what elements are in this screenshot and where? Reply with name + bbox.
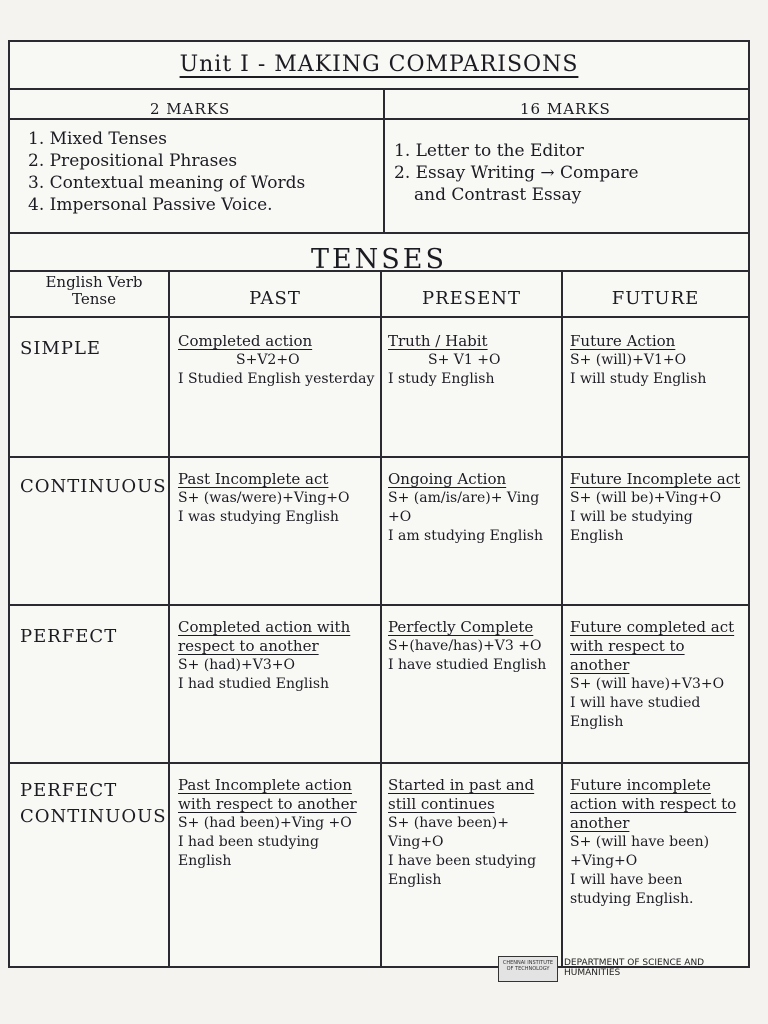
two-marks-item: 4. Impersonal Passive Voice. [28, 195, 273, 215]
column-heading-present: PRESENT [421, 288, 522, 309]
cell-example: I had been studying English [178, 834, 319, 869]
cell-example: I will be studying English [570, 509, 693, 544]
cell-simple-future [570, 332, 745, 389]
rule-under-title [10, 88, 748, 90]
row-label-continuous: CONTINUOUS [20, 476, 167, 497]
row-label-perfect-continuous: PERFECT CONTINUOUS [20, 780, 167, 827]
cell-formula: S+ (was/were)+Ving+O [178, 490, 350, 506]
cell-example: I will have been studying English. [570, 872, 694, 907]
cell-heading: Completed action with respect to another [178, 618, 351, 655]
sixteen-marks-list [394, 140, 639, 206]
two-marks-item: 1. Mixed Tenses [28, 129, 167, 149]
two-marks-list [28, 128, 305, 216]
sixteen-marks-heading: 16 MARKS [520, 100, 611, 118]
column-heading-future: FUTURE [611, 288, 700, 309]
cell-perfect-present [388, 618, 558, 675]
page-title: Unit I - MAKING COMPARISONS [179, 52, 579, 77]
cell-formula: S+ (have been)+ Ving+O [388, 815, 509, 850]
row-label-perfect: PERFECT [20, 626, 118, 647]
corner-label: English Verb Tense [45, 273, 143, 308]
cell-heading: Ongoing Action [388, 470, 507, 488]
cell-heading: Truth / Habit [388, 332, 488, 350]
cell-formula: S+ (had been)+Ving +O [178, 815, 352, 831]
cell-continuous-future [570, 470, 745, 546]
cell-example: I have studied English [388, 657, 547, 673]
cell-example: I have been studying English [388, 853, 537, 888]
rule-row-continuous [10, 604, 748, 606]
cell-simple-present [388, 332, 558, 389]
cell-formula: S+ (will be)+Ving+O [570, 490, 722, 506]
cell-formula: S+ (am/is/are)+ Ving +O [388, 490, 540, 525]
cell-example: I Studied English yesterday [178, 371, 375, 387]
two-marks-item: 3. Contextual meaning of Words [28, 173, 306, 193]
cell-heading: Started in past and still continues [388, 776, 535, 813]
department-name: DEPARTMENT OF SCIENCE AND HUMANITIES [564, 958, 705, 978]
cell-heading: Future incomplete action with respect to another [570, 776, 737, 832]
rule-under-column-headings [10, 316, 748, 318]
cell-formula: S+ (had)+V3+O [178, 657, 295, 673]
rule-under-marks-heading [10, 118, 748, 120]
rule-col-label [168, 270, 170, 966]
rule-col-present [561, 270, 563, 966]
cell-formula: S+V2+O [236, 352, 300, 368]
cell-heading: Future Incomplete act [570, 470, 741, 488]
rule-marks-divider [383, 88, 385, 234]
two-marks-item: 2. Prepositional Phrases [28, 151, 238, 171]
rule-row-perfect [10, 762, 748, 764]
cell-perfect-continuous-past [178, 776, 376, 871]
cell-example: I was studying English [178, 509, 339, 525]
cell-simple-past [178, 332, 376, 389]
cell-example: I study English [388, 371, 495, 387]
rule-under-marks-list [10, 232, 748, 234]
two-marks-heading: 2 MARKS [150, 100, 231, 118]
cell-perfect-continuous-present [388, 776, 558, 890]
cell-formula: S+ (will have)+V3+O [570, 676, 725, 692]
cell-heading: Future Action [570, 332, 676, 350]
sixteen-marks-item: 1. Letter to the Editor [394, 141, 584, 161]
cell-heading: Future completed act with respect to another [570, 618, 735, 674]
cell-heading: Completed action [178, 332, 313, 350]
row-label-simple: SIMPLE [20, 338, 102, 359]
rule-col-past [380, 270, 382, 966]
cell-heading: Perfectly Complete [388, 618, 534, 636]
institute-logo [498, 956, 558, 982]
column-heading-past: PAST [249, 288, 301, 309]
institute-logo-text: CHENNAI INSTITUTE OF TECHNOLOGY [502, 960, 554, 972]
sixteen-marks-item: and Contrast Essay [414, 185, 582, 205]
cell-example: I will have studied English [570, 695, 701, 730]
cell-example: I will study English [570, 371, 707, 387]
sixteen-marks-item: 2. Essay Writing → Compare [394, 163, 639, 183]
cell-formula: S+ (will)+V1+O [570, 352, 687, 368]
cell-formula: S+ V1 +O [428, 352, 501, 368]
cell-example: I had studied English [178, 676, 330, 692]
rule-row-simple [10, 456, 748, 458]
tenses-title: TENSES [310, 244, 448, 275]
cell-continuous-present [388, 470, 558, 546]
cell-heading: Past Incomplete act [178, 470, 329, 488]
cell-formula: S+(have/has)+V3 +O [388, 638, 542, 654]
cell-perfect-past [178, 618, 376, 694]
worksheet-page [8, 40, 750, 968]
cell-perfect-continuous-future [570, 776, 745, 909]
footer [498, 956, 728, 982]
cell-perfect-future [570, 618, 745, 732]
cell-continuous-past [178, 470, 376, 527]
cell-heading: Past Incomplete action with respect to another [178, 776, 357, 813]
cell-formula: S+ (will have been) +Ving+O [570, 834, 710, 869]
cell-example: I am studying English [388, 528, 544, 544]
